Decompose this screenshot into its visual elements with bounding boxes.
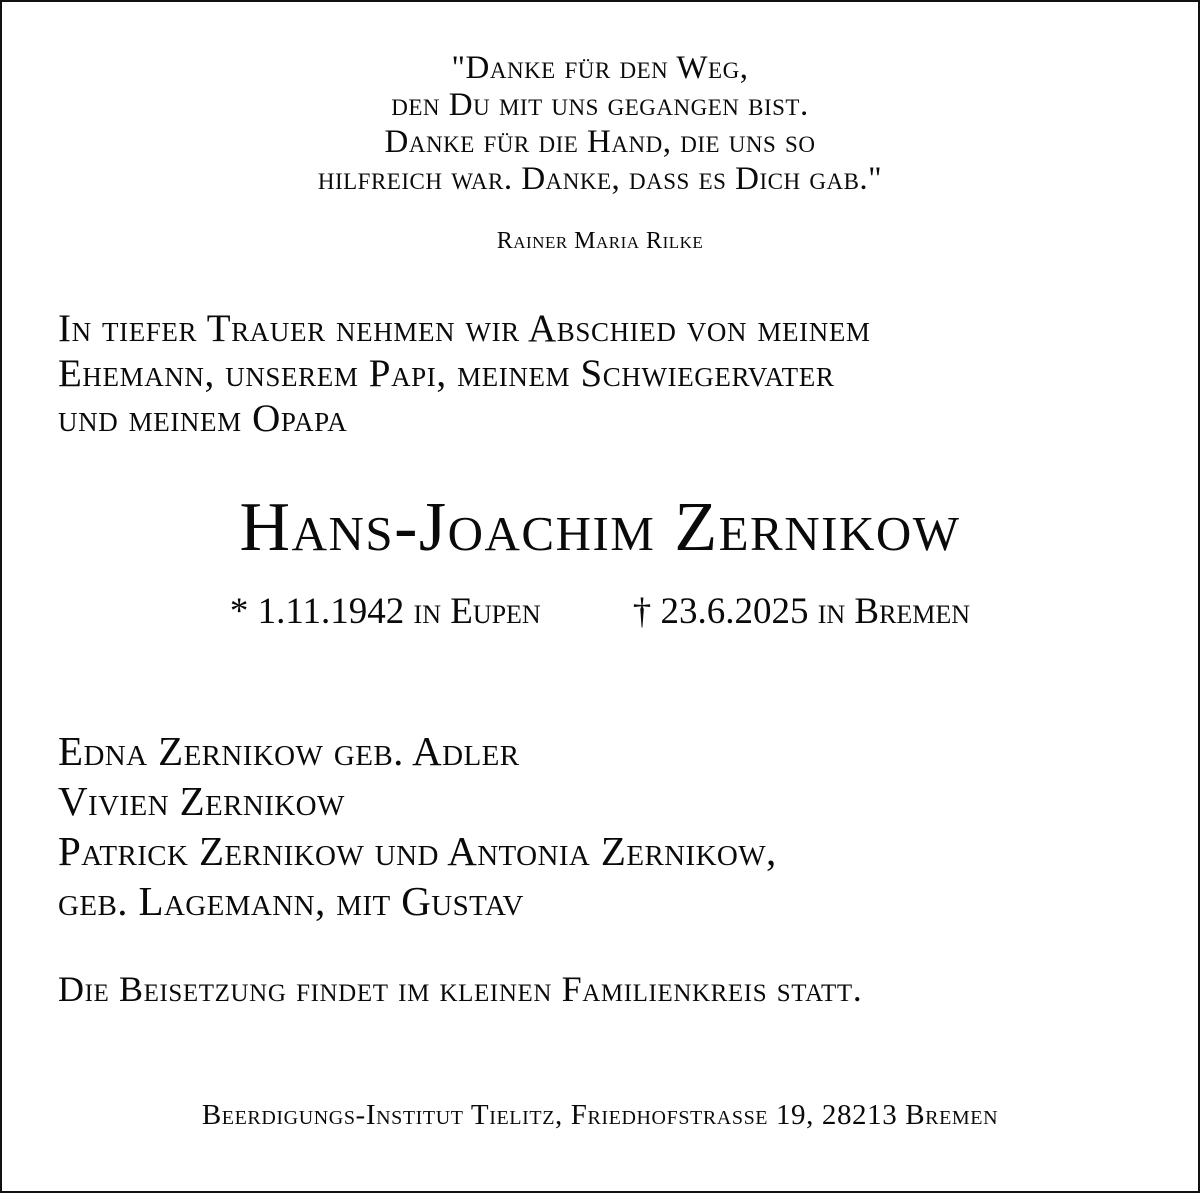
deceased-name: Hans-Joachim Zernikow	[239, 489, 961, 566]
birth-date: * 1.11.1942 in Eupen	[229, 591, 541, 632]
burial-notice: Die Beisetzung findet im kleinen Familienkreis statt.	[58, 969, 863, 1009]
death-date: † 23.6.2025 in Bremen	[632, 591, 971, 632]
life-dates	[2, 590, 1198, 634]
intro-line: Ehemann, unserem Papi, meinem Schwiegervater	[58, 352, 835, 395]
mourner-line: Patrick Zernikow und Antonia Zernikow,	[58, 828, 777, 874]
intro-line: und meinem Opapa	[58, 397, 348, 440]
quote-line: "Danke für den Weg,	[451, 50, 749, 86]
mourner-line: Edna Zernikow geb. Adler	[58, 728, 520, 774]
mourner-line: Vivien Zernikow	[58, 778, 345, 824]
family-mourners	[58, 726, 777, 926]
quote-line: hilfreich war. Danke, dass es Dich gab."	[317, 161, 883, 197]
quote-block	[2, 50, 1198, 198]
mourner-line: geb. Lagemann, mit Gustav	[58, 878, 524, 924]
quote-line: den Du mit uns gegangen bist.	[391, 87, 809, 123]
intro-text	[58, 306, 871, 441]
intro-line: In tiefer Trauer nehmen wir Abschied von meinem	[58, 307, 871, 350]
quote-line: Danke für die Hand, die uns so	[384, 124, 816, 160]
quote-author: Rainer Maria Rilke	[496, 228, 704, 254]
funeral-home-address: Beerdigungs-Institut Tielitz, Friedhofstrasse 19, 28213 Bremen	[201, 1099, 999, 1131]
